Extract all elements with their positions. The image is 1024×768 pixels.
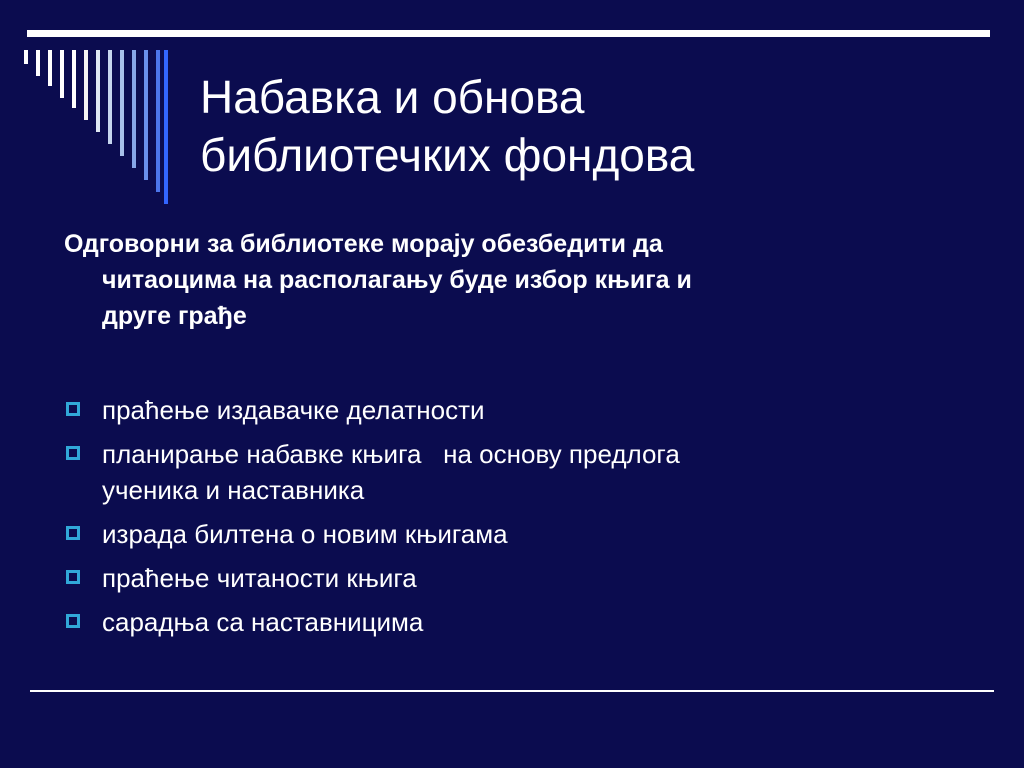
square-outline-icon xyxy=(66,614,80,628)
bottom-rule xyxy=(30,690,994,692)
intro-paragraph xyxy=(64,226,964,334)
bullet-text: ученика и наставника xyxy=(102,475,365,505)
stripe xyxy=(48,50,52,86)
bullet-text: праћење читаности књига xyxy=(102,563,417,593)
stripe xyxy=(84,50,88,120)
title-line: Набавка и обнова xyxy=(200,71,585,123)
stripe xyxy=(60,50,64,98)
intro-line: читаоцима на располагању буде избор књига и xyxy=(102,266,692,294)
square-outline-icon xyxy=(66,526,80,540)
stripe xyxy=(72,50,76,108)
intro-line: Одговорни за библиотеке морају обезбедити да xyxy=(64,230,663,258)
bullet-text: праћење издавачке делатности xyxy=(102,395,485,425)
stripe xyxy=(24,50,28,64)
list-item xyxy=(64,604,964,640)
square-outline-icon xyxy=(66,402,80,416)
stripe xyxy=(120,50,124,156)
bullet-text: планирање набавке књига на основу предлога xyxy=(102,439,680,469)
stripe xyxy=(132,50,136,168)
slide-title xyxy=(200,68,980,184)
stripe xyxy=(36,50,40,76)
decorative-stripes xyxy=(24,50,169,210)
square-outline-icon xyxy=(66,570,80,584)
intro-line: друге грађе xyxy=(102,302,247,330)
stripe xyxy=(164,50,168,204)
bullet-text: сарадња са наставницима xyxy=(102,607,424,637)
stripe xyxy=(96,50,100,132)
list-item xyxy=(64,560,964,596)
list-item xyxy=(64,436,964,508)
title-line: библиотечких фондова xyxy=(200,129,695,181)
list-item xyxy=(64,392,964,428)
stripe xyxy=(108,50,112,144)
bullet-list xyxy=(64,392,964,648)
list-item xyxy=(64,516,964,552)
top-rule xyxy=(27,30,990,37)
stripe xyxy=(156,50,160,192)
square-outline-icon xyxy=(66,446,80,460)
stripe xyxy=(144,50,148,180)
bullet-text: израда билтена о новим књигама xyxy=(102,519,508,549)
